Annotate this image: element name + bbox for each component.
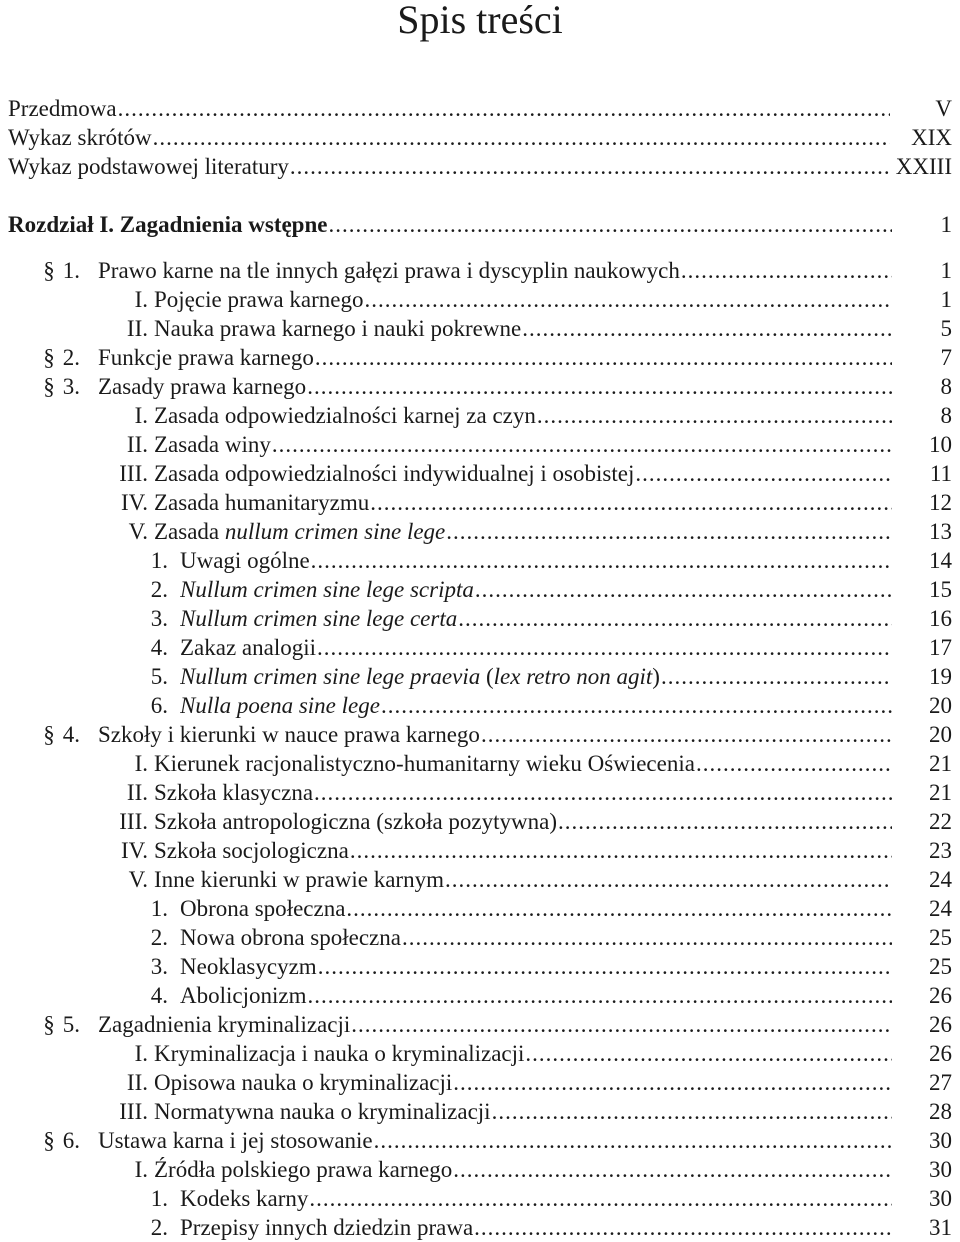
entry-title: Zasady prawa karnego [98, 374, 307, 399]
entry-title: Nullum crimen sine lege praevia (lex retro non agit) [180, 664, 660, 689]
entry-title: Zasada humanitaryzmu [154, 490, 370, 515]
dot-leader [317, 634, 892, 662]
entry-number: IV. [120, 838, 148, 863]
page-number: 23 [929, 838, 952, 863]
entry-title: Nowa obrona społeczna [180, 925, 401, 950]
page-number: 26 [929, 983, 952, 1008]
toc-entry [0, 489, 960, 517]
entry-number: IV. [120, 490, 148, 515]
page-number: 19 [929, 664, 952, 689]
toc-entry [0, 605, 960, 633]
entry-number: II. [126, 432, 148, 457]
toc-entry [0, 866, 960, 894]
page-number: 30 [929, 1128, 952, 1153]
toc-entry [0, 924, 960, 952]
page-number: 24 [929, 896, 952, 921]
entry-title: Kierunek racjonalistyczno-humanitarny wieku Oświecenia [154, 751, 695, 776]
entry-title: Prawo karne na tle innych gałęzi prawa i dyscyplin naukowych [98, 258, 680, 283]
dot-leader [381, 692, 892, 720]
toc-entry [0, 315, 960, 343]
entry-number: III. [119, 461, 148, 486]
dot-leader [525, 1040, 892, 1068]
entry-number: 4. [150, 983, 168, 1008]
section-symbol: § [43, 374, 55, 399]
entry-number: I. [134, 751, 148, 776]
section-symbol: § [43, 345, 55, 370]
entry-number: III. [119, 809, 148, 834]
page-number: 1 [940, 258, 952, 283]
dot-leader [453, 1069, 892, 1097]
dot-leader [315, 344, 892, 372]
dot-leader [346, 895, 892, 923]
toc-entry [0, 576, 960, 604]
dot-leader [453, 1156, 892, 1184]
toc-entry [0, 1069, 960, 1097]
entry-title: Zasada odpowiedzialności indywidualnej i osobistej [154, 461, 635, 486]
page-number: 17 [929, 635, 952, 660]
entry-number: 2. [62, 345, 80, 370]
entry-title: Opisowa nauka o kryminalizacji [154, 1070, 453, 1095]
entry-title-italic: nullum crimen sine lege [224, 519, 446, 544]
entry-title: Nauka prawa karnego i nauki pokrewne [154, 316, 522, 341]
toc-entry [0, 460, 960, 488]
entry-title: Uwagi ogólne [180, 548, 310, 573]
dot-leader [307, 982, 892, 1010]
dot-leader [350, 837, 892, 865]
toc-entry [0, 547, 960, 575]
entry-number: II. [126, 316, 148, 341]
entry-number: I. [134, 403, 148, 428]
entry-title: Przepisy innych dziedzin prawa [180, 1215, 474, 1240]
page-number: 30 [929, 1157, 952, 1182]
section-symbol: § [43, 1128, 55, 1153]
dot-leader [481, 721, 892, 749]
dot-leader [522, 315, 892, 343]
toc-entry [0, 634, 960, 662]
toc-entry [0, 402, 960, 430]
page-number: XIX [911, 125, 952, 150]
dot-leader [475, 576, 892, 604]
toc-entry [0, 750, 960, 778]
entry-title: Zakaz analogii [180, 635, 317, 660]
toc-entry [0, 431, 960, 459]
entry-title-italic: lex retro non agit [493, 664, 653, 689]
dot-leader [681, 257, 892, 285]
page-number: 27 [929, 1070, 952, 1095]
dot-leader [537, 402, 892, 430]
entry-title: Ustawa karna i jej stosowanie [98, 1128, 373, 1153]
entry-title: Zasada nullum crimen sine lege [154, 519, 446, 544]
page-number: 8 [940, 403, 952, 428]
page-number: 24 [929, 867, 952, 892]
entry-title: Kryminalizacja i nauka o kryminalizacji [154, 1041, 525, 1066]
entry-title: Inne kierunki w prawie karnym [154, 867, 444, 892]
page-number: 21 [929, 751, 952, 776]
toc-entry [0, 692, 960, 720]
toc-entry [0, 1127, 960, 1155]
entry-number: 6. [150, 693, 168, 718]
entry-number: 1. [150, 896, 168, 921]
toc-entry [0, 721, 960, 749]
page-number: 31 [929, 1215, 952, 1240]
page-number: XXIII [895, 154, 952, 179]
entry-title-italic: Nullum crimen sine lege scripta [180, 577, 474, 602]
dot-leader [474, 1214, 892, 1242]
dot-leader [374, 1127, 892, 1155]
toc-entry [0, 518, 960, 546]
entry-title: Neoklasycyzm [180, 954, 317, 979]
toc-entry [0, 1040, 960, 1068]
entry-title [180, 692, 380, 720]
entry-title: Obrona społeczna [180, 896, 346, 921]
toc-entry [0, 124, 960, 152]
toc-entry [0, 344, 960, 372]
entry-title: Zasada winy [154, 432, 271, 457]
section-symbol: § [43, 722, 55, 747]
entry-number: 3. [62, 374, 80, 399]
entry-title: Pojęcie prawa karnego [154, 287, 364, 312]
dot-leader [635, 460, 892, 488]
dot-leader [364, 286, 892, 314]
page-number: 8 [940, 374, 952, 399]
entry-number: 3. [150, 954, 168, 979]
section-symbol: § [43, 1012, 55, 1037]
dot-leader [558, 808, 892, 836]
dot-leader [153, 124, 890, 152]
toc-entry [0, 211, 960, 239]
toc-entry [0, 95, 960, 123]
toc-entry [0, 373, 960, 401]
entry-number: 2. [150, 577, 168, 602]
page-number: V [935, 96, 952, 121]
page-number: 15 [929, 577, 952, 602]
page-number: 10 [929, 432, 952, 457]
page-number: 5 [940, 316, 952, 341]
entry-title: Szkoły i kierunki w nauce prawa karnego [98, 722, 480, 747]
toc-entry [0, 982, 960, 1010]
entry-number: I. [134, 1041, 148, 1066]
entry-number: I. [134, 287, 148, 312]
dot-leader [696, 750, 892, 778]
dot-leader [290, 153, 890, 181]
dot-leader [311, 547, 892, 575]
dot-leader [370, 489, 892, 517]
toc-entry [0, 953, 960, 981]
entry-title [180, 576, 474, 604]
toc-entry [0, 663, 960, 691]
page-number: 25 [929, 954, 952, 979]
dot-leader [458, 605, 892, 633]
page-number: 13 [929, 519, 952, 544]
page-number: 14 [929, 548, 952, 573]
dot-leader [328, 211, 892, 239]
page-number: 26 [929, 1041, 952, 1066]
entry-number: I. [134, 1157, 148, 1182]
entry-title: Wykaz skrótów [8, 125, 152, 150]
entry-number: 1. [150, 1186, 168, 1211]
entry-number: 3. [150, 606, 168, 631]
page-number: 26 [929, 1012, 952, 1037]
entry-title: Rozdział I. Zagadnienia wstępne [8, 212, 328, 237]
entry-title: Szkoła socjologiczna [154, 838, 349, 863]
toc-entry [0, 153, 960, 181]
entry-title: Szkoła klasyczna [154, 780, 314, 805]
entry-title-italic: Nullum crimen sine lege certa [180, 606, 458, 631]
page-number: 20 [929, 693, 952, 718]
entry-title: Normatywna nauka o kryminalizacji [154, 1099, 491, 1124]
dot-leader [402, 924, 892, 952]
section-symbol: § [43, 258, 55, 283]
page-number: 25 [929, 925, 952, 950]
dot-leader [314, 779, 892, 807]
toc-entry [0, 837, 960, 865]
page-title: Spis treści [397, 0, 563, 42]
entry-title-italic: Nullum crimen sine lege praevia [180, 664, 481, 689]
entry-number: 2. [150, 1215, 168, 1240]
entry-number: 4. [150, 635, 168, 660]
entry-number: V. [128, 519, 148, 544]
entry-title-italic: Nulla poena sine lege [180, 693, 380, 718]
dot-leader [351, 1011, 892, 1039]
entry-number: II. [126, 1070, 148, 1095]
entry-number: 4. [62, 722, 80, 747]
toc-entry [0, 1011, 960, 1039]
page-number: 22 [929, 809, 952, 834]
page-number: 16 [929, 606, 952, 631]
dot-leader [661, 663, 892, 691]
entry-number: 5. [62, 1012, 80, 1037]
entry-title [180, 605, 457, 633]
toc-entry [0, 1156, 960, 1184]
entry-title: Funkcje prawa karnego [98, 345, 314, 370]
entry-title: Zagadnienia kryminalizacji [98, 1012, 351, 1037]
entry-number: 5. [150, 664, 168, 689]
toc-entry [0, 257, 960, 285]
page-number: 21 [929, 780, 952, 805]
entry-number: V. [128, 867, 148, 892]
entry-number: 2. [150, 925, 168, 950]
entry-title: Kodeks karny [180, 1186, 309, 1211]
page-number: 20 [929, 722, 952, 747]
dot-leader [118, 95, 890, 123]
page-number: 1 [940, 212, 952, 237]
page-number: 30 [929, 1186, 952, 1211]
dot-leader [272, 431, 892, 459]
toc-entry [0, 1214, 960, 1242]
dot-leader [445, 866, 892, 894]
toc-entry [0, 1185, 960, 1213]
toc-entry [0, 286, 960, 314]
entry-number: 1. [62, 258, 80, 283]
entry-number: II. [126, 780, 148, 805]
entry-title: Szkoła antropologiczna (szkoła pozytywna) [154, 809, 558, 834]
page-number: 12 [929, 490, 952, 515]
entry-title: Abolicjonizm [180, 983, 307, 1008]
page-number: 1 [940, 287, 952, 312]
entry-number: 6. [62, 1128, 80, 1153]
toc-entry [0, 895, 960, 923]
entry-title: Wykaz podstawowej literatury [8, 154, 289, 179]
entry-number: 1. [150, 548, 168, 573]
toc-entry [0, 779, 960, 807]
dot-leader [446, 518, 892, 546]
entry-title: Przedmowa [8, 96, 117, 121]
dot-leader [309, 1185, 892, 1213]
page-number: 7 [940, 345, 952, 370]
entry-title: Zasada odpowiedzialności karnej za czyn [154, 403, 536, 428]
page-number: 28 [929, 1099, 952, 1124]
toc-entry [0, 1098, 960, 1126]
entry-number: III. [119, 1099, 148, 1124]
entry-title: Źródła polskiego prawa karnego [154, 1157, 453, 1182]
dot-leader [492, 1098, 892, 1126]
dot-leader [318, 953, 892, 981]
toc-entry [0, 808, 960, 836]
page-number: 11 [929, 461, 952, 486]
dot-leader [307, 373, 892, 401]
